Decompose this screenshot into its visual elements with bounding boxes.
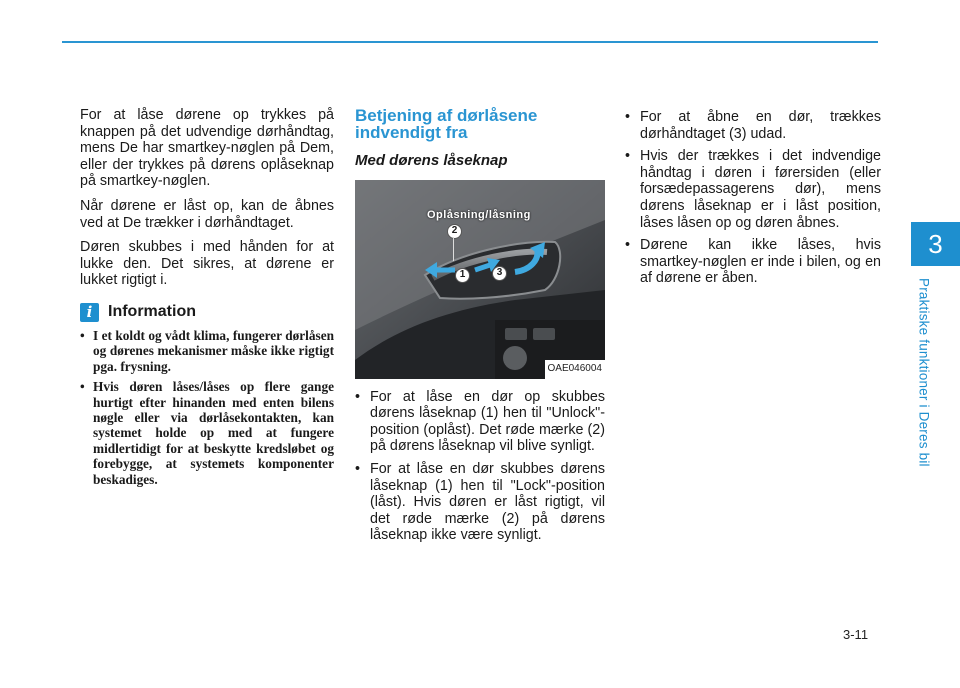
section-title-line: Betjening af dørlåsene: [355, 106, 538, 125]
info-item: • I et koldt og vådt klima, fungerer dørlåsen og dørenes mekanismer måske ikke rigtigt pga. frysning.: [80, 328, 334, 374]
callout-leader: [453, 237, 454, 261]
chapter-title: Praktiske funktioner i Deres bil: [916, 278, 932, 467]
chapter-tab: [911, 222, 960, 266]
list-item: • Dørene kan ikke låses, hvis smartkey-nøglen er inde i bilen, og en af dørene er åben.: [625, 237, 881, 287]
list-item: • For at åbne en dør, trækkes dørhåndtaget (3) udad.: [625, 109, 881, 142]
info-list: [80, 328, 334, 487]
figure-label: Oplåsning/låsning: [427, 208, 531, 221]
page-number: 3-11: [843, 627, 869, 642]
paragraph: For at låse dørene op trykkes på knappen på det udvendige dørhåndtag, mens De har smartkey-nøglen på Dem, eller der trykkes på dørens oplåseknap på smartkey-nøglen.: [80, 107, 334, 190]
column-1: [80, 107, 334, 492]
bullet-list: [625, 109, 881, 287]
info-heading: [80, 303, 334, 322]
chapter-side-title: [913, 278, 935, 468]
section-title-line: indvendigt fra: [355, 123, 468, 142]
info-item: • Hvis døren låses/låses op flere gange hurtigt efter hinanden med enten bilens nøgle eller via dørlåsekontakten, kan systemet holde op med at fungere midlertidigt for at beskytte kredsløbet og forebygge, at systemets komponenter beskadiges.: [80, 379, 334, 487]
header-rule: [62, 41, 878, 43]
column-3: [625, 109, 881, 293]
section-title: [355, 107, 605, 141]
list-item: • For at låse en dør op skubbes dørens låseknap (1) hen til "Unlock"-position (oplåst). Det røde mærke (2) på dørens låseknap vil blive synligt.: [355, 389, 605, 455]
list-item: • Hvis der trækkes i det indvendige håndtag i døren i førersiden (eller forsædepassagerens dør), mens dørens låseknap er i låst position, låses låsen op og døren åbnes.: [625, 148, 881, 231]
callout-1: 1: [455, 268, 470, 283]
callout-3: 3: [492, 266, 507, 281]
column-2: [355, 107, 605, 550]
paragraph: Døren skubbes i med hånden for at lukke den. Det sikres, at dørene er lukket rigtigt i.: [80, 239, 334, 289]
info-icon: i: [80, 303, 99, 322]
callout-2: 2: [447, 224, 462, 239]
subsection-title: Med dørens låseknap: [355, 152, 508, 169]
figure-code: OAE046004: [545, 360, 606, 379]
door-lock-figure: [355, 180, 605, 379]
info-title: Information: [108, 303, 196, 321]
chapter-number: 3: [928, 228, 943, 259]
bullet-list: [355, 389, 605, 544]
paragraph: Når dørene er låst op, kan de åbnes ved at De trækker i dørhåndtaget.: [80, 197, 334, 231]
list-item: • For at låse en dør skubbes dørens låseknap (1) hen til "Lock"-position (låst). Hvis døren er låst rigtigt, vil det røde mærke (2) på dørens låseknap ikke være synligt.: [355, 461, 605, 544]
